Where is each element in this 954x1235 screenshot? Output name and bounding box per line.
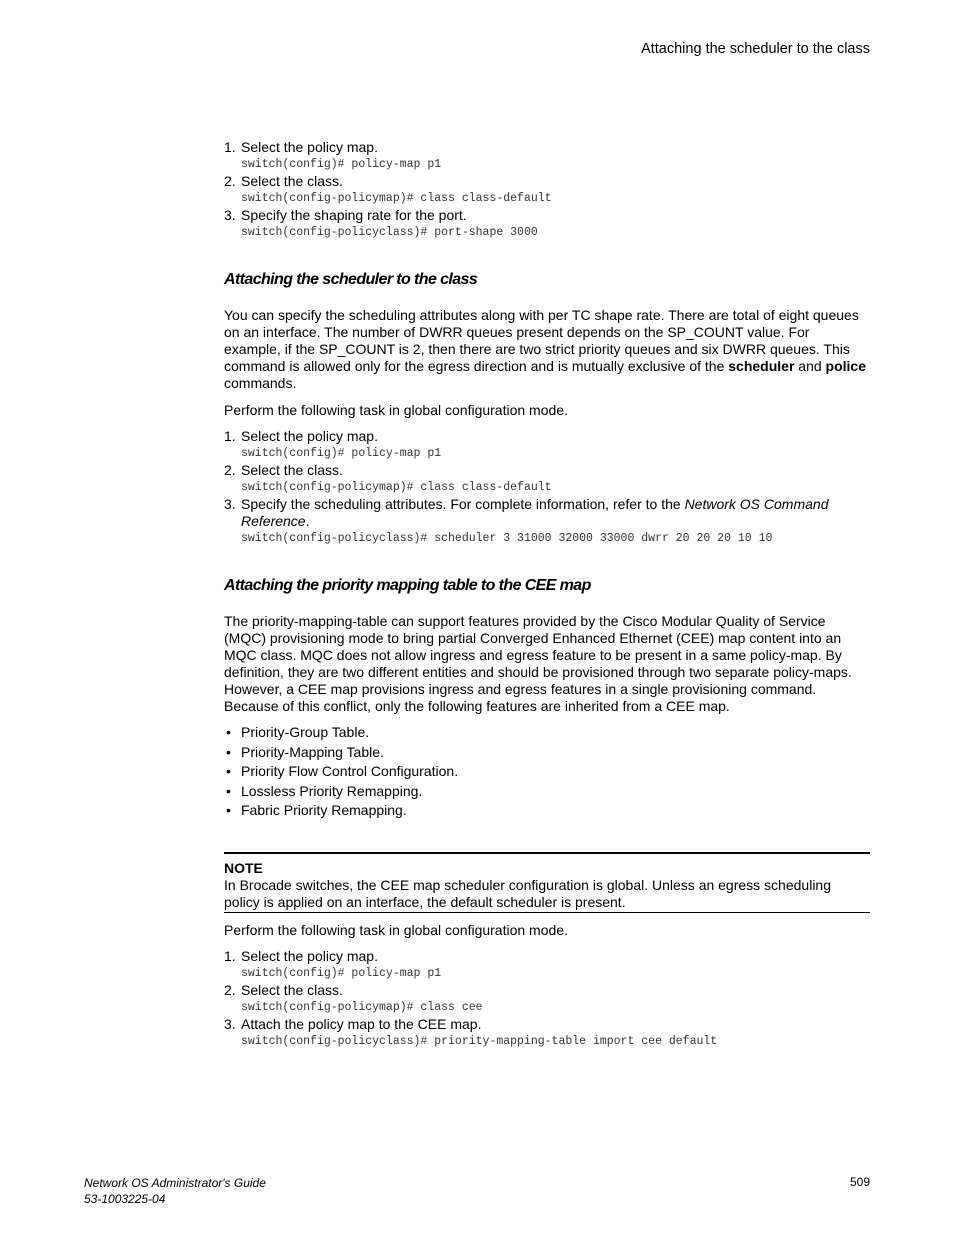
step-number: 2. [224,462,236,478]
step-text: Select the class. [241,462,343,478]
list-item-text: Lossless Priority Remapping. [241,782,423,799]
paragraph-priority-mapping: The priority-mapping-table can support features provided by the Cisco Modular Quality of Service (MQC) provisioning mode to bring partial Converged Enhanced Ethernet (CEE) map content into an MQC class. MQC does not allow ingress and egress feature to be present in a same policy-map. By definition, they are two different entities and should be provisioned through two separate policy-maps. However, a CEE map provisions ingress and egress features in a single provisioning command. Because of this conflict, only the following features are inherited from a CEE map. [224,613,852,714]
code-sample: switch(config)# policy-map p1 [241,158,442,171]
paragraph-text: You can specify the scheduling attributes along with per TC shape rate. There are total of eight queues on an interface. The number of DWRR queues present depends on the SP_COUNT value. For example, if the SP_COUNT is 2, then there are two strict priority queues and six DWRR queues. This command is allowed only for the egress direction and is mutually exclusive of the [224,307,859,374]
step-text: Select the class. [241,981,343,998]
list-item [224,723,870,743]
code-sample: switch(config-policymap)# class class-default [241,481,552,494]
step-item [224,1016,870,1050]
step-text: Specify the shaping rate for the port. [241,207,467,223]
step-text: Select the policy map. [241,947,378,964]
step-text: Select the policy map. [241,139,378,155]
paragraph-text: commands. [224,375,297,391]
step-number: 3. [224,207,236,223]
note-text-wrap [224,877,870,913]
code-sample: switch(config-policyclass)# scheduler 3 31000 32000 33000 dwrr 20 20 20 10 10 [241,532,773,545]
step-item [224,948,870,982]
code-sample: switch(config-policyclass)# port-shape 3000 [241,226,538,239]
code-sample: switch(config-policymap)# class cee [241,1000,483,1014]
code-sample: switch(config-policymap)# class class-default [241,192,552,205]
note-label: NOTE [224,859,263,876]
running-header: Attaching the scheduler to the class [641,41,870,57]
code-sample: switch(config)# policy-map p1 [241,966,442,980]
bullet-icon: • [226,802,231,818]
step-number: 1. [224,947,236,964]
step-number: 3. [224,1015,236,1032]
step-text: Specify the scheduling attributes. For complete information, refer to the [241,496,685,512]
note-box [224,852,870,913]
list-item-text: Priority-Group Table. [241,724,370,740]
step-item [224,496,870,547]
step-number: 2. [224,173,236,189]
keyword-police: police [825,358,866,374]
step-item [224,428,870,462]
step-number: 1. [224,139,236,155]
note-text: In Brocade switches, the CEE map scheduler configuration is global. Unless an egress scheduling policy is applied on an interface, the default scheduler is present. [224,876,831,910]
paragraph-text: and [794,358,826,374]
step-number: 2. [224,981,236,998]
step-item [224,139,870,173]
step-number: 1. [224,428,236,444]
paragraph-scheduler-intro [224,307,870,392]
list-item [224,762,870,782]
list-item-text: Priority-Mapping Table. [241,743,384,760]
page-content [224,139,870,1050]
task-intro: Perform the following task in global configuration mode. [224,921,568,938]
section-heading-scheduler: Attaching the scheduler to the class [224,271,478,288]
feature-list [224,723,870,821]
bullet-icon: • [226,763,231,779]
step-number: 3. [224,496,236,512]
steps-list-shaping [224,139,870,241]
bullet-icon: • [226,743,231,760]
section-heading-priority-mapping: Attaching the priority mapping table to the CEE map [224,577,591,594]
step-text: Attach the policy map to the CEE map. [241,1015,482,1032]
list-item-text: Priority Flow Control Configuration. [241,763,459,779]
task-intro: Perform the following task in global configuration mode. [224,402,568,418]
steps-list-cee [224,948,870,1050]
reference-title: Network OS Command Reference [241,496,829,529]
list-item [224,801,870,821]
bullet-icon: • [226,782,231,799]
list-item [224,743,870,763]
list-item [224,782,870,802]
steps-list-scheduler [224,428,870,547]
list-item-text: Fabric Priority Remapping. [241,802,407,818]
keyword-scheduler: scheduler [728,358,795,374]
step-text: Select the policy map. [241,428,378,444]
code-sample: switch(config)# policy-map p1 [241,447,442,460]
step-text: . [305,513,310,529]
footer-doc-number: 53-1003225-04 [84,1192,166,1206]
step-item [224,173,870,207]
page-number: 509 [849,1175,870,1189]
bullet-icon: • [226,724,231,740]
code-sample: switch(config-policyclass)# priority-mapping-table import cee default [241,1034,718,1048]
step-item [224,207,870,241]
step-item [224,462,870,496]
step-item [224,982,870,1016]
footer-left [84,1175,266,1207]
step-text: Select the class. [241,173,343,189]
footer-doc-title: Network OS Administrator's Guide [84,1176,266,1190]
